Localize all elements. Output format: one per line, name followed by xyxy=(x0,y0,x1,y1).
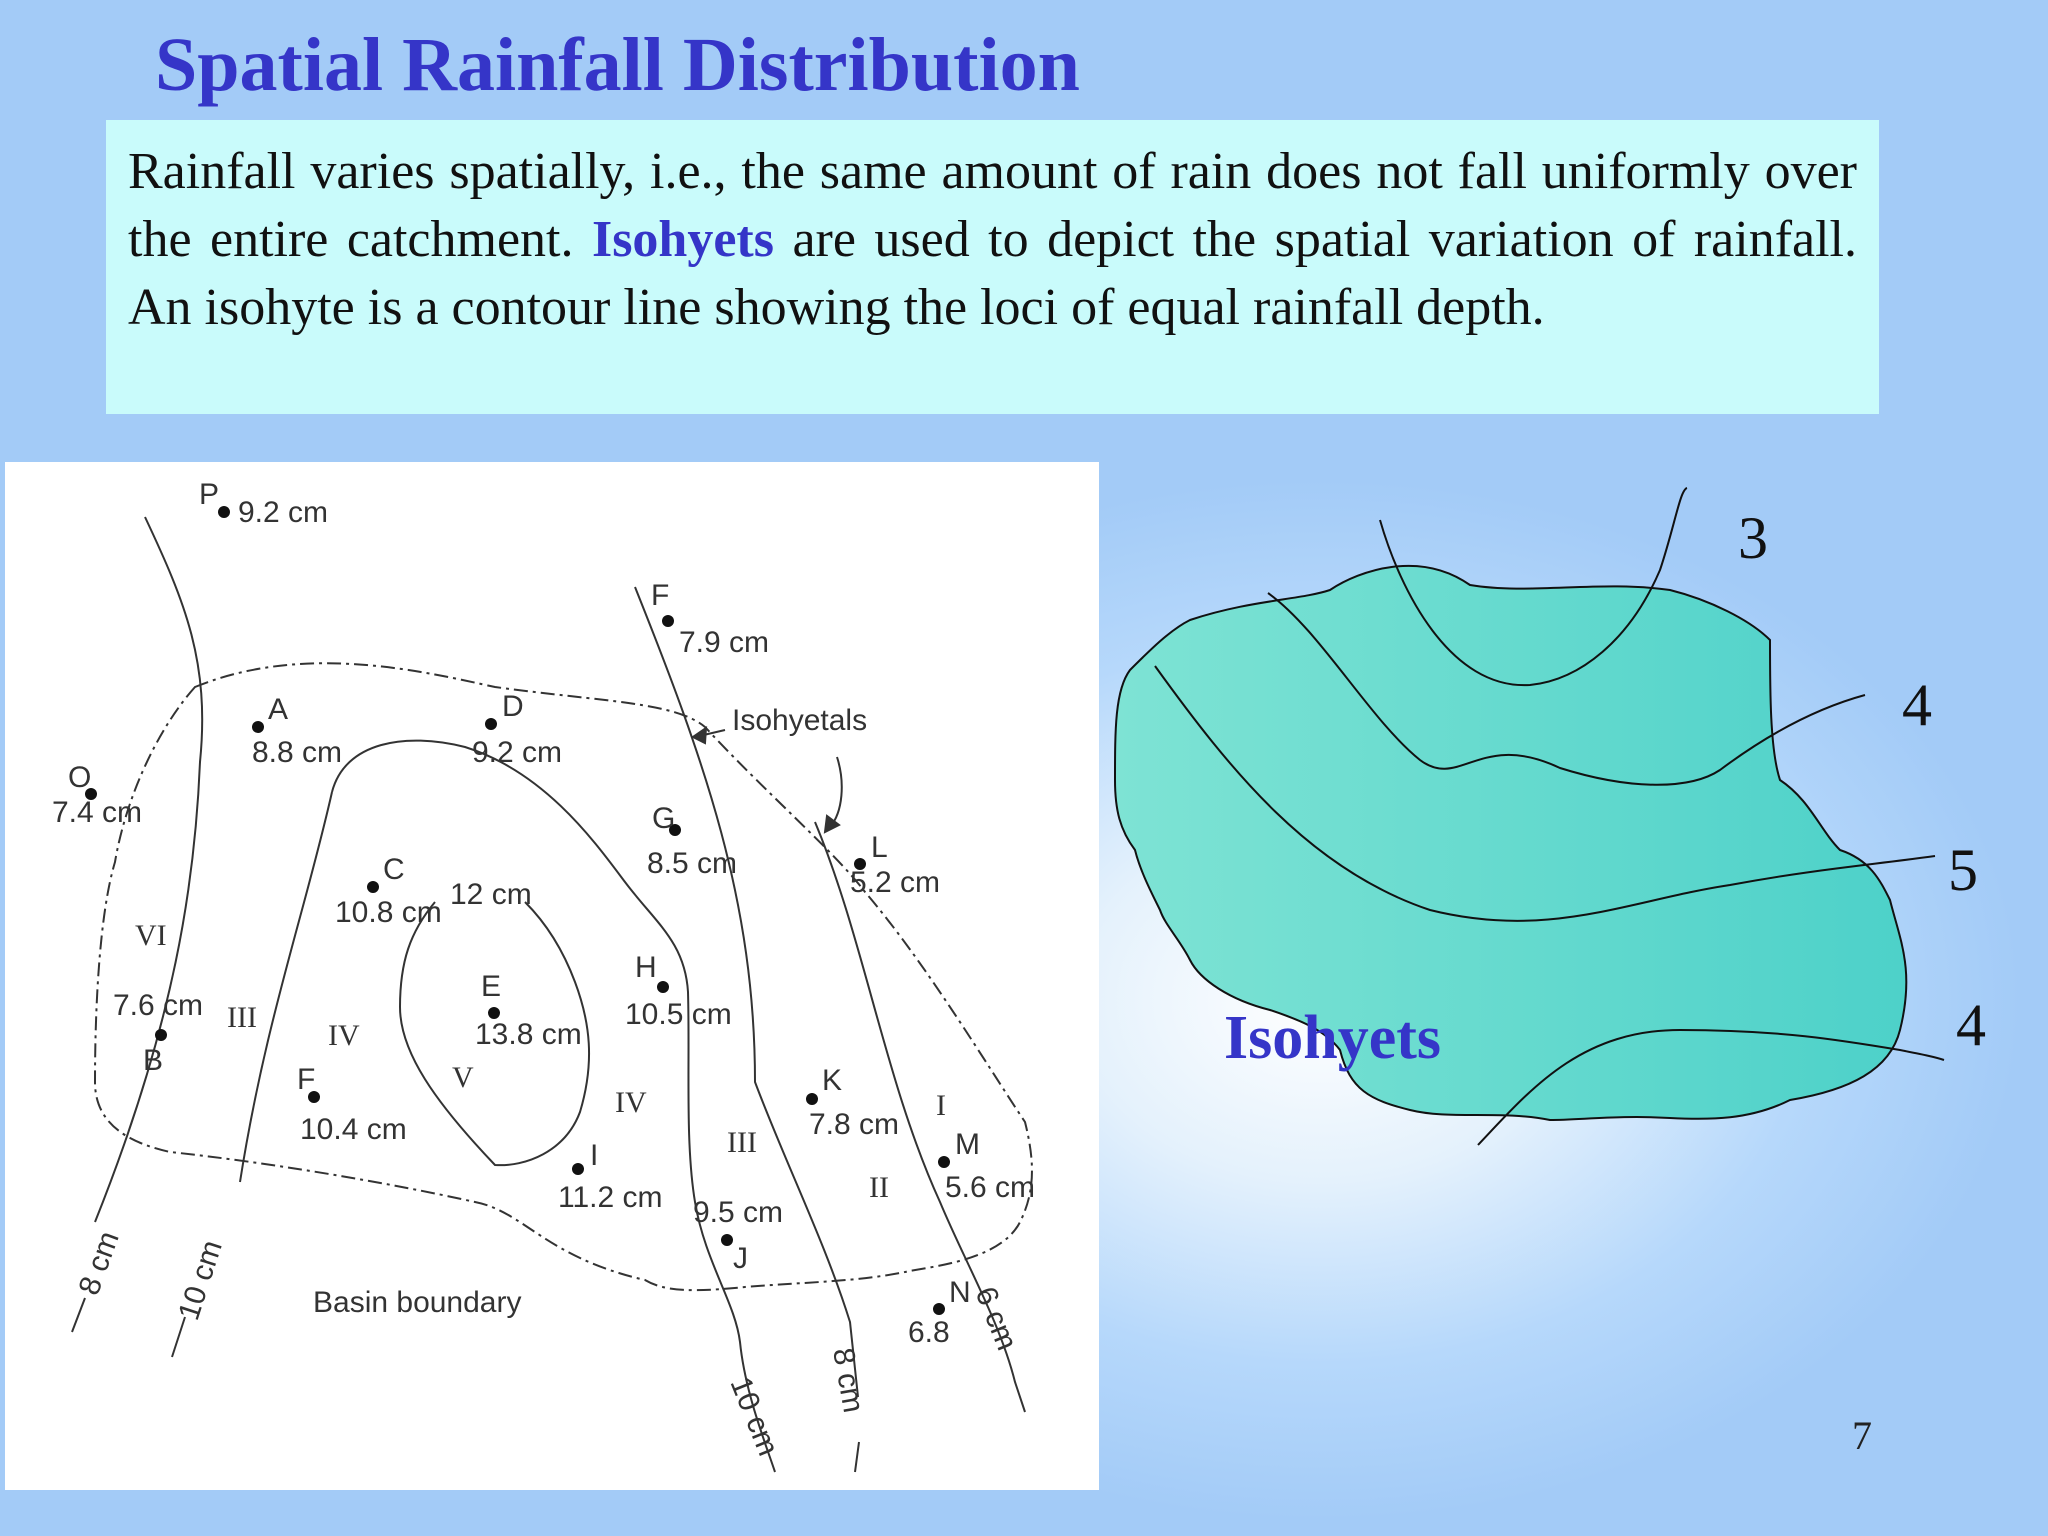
station-value-P: 9.2 cm xyxy=(238,496,329,529)
isohyet-label-10cm-left: 10 cm xyxy=(172,1236,229,1325)
station-value-E: 13.8 cm xyxy=(475,1018,582,1051)
isohyet-schematic-figure xyxy=(1110,470,2030,1200)
station-value-D: 9.2 cm xyxy=(472,736,563,769)
station-id-B: B xyxy=(143,1044,164,1077)
zone-V: V xyxy=(452,1061,474,1094)
slide-title: Spatial Rainfall Distribution xyxy=(155,23,1080,107)
station-id-A: A xyxy=(268,693,289,726)
station-id-H: H xyxy=(635,951,657,984)
station-dot-J xyxy=(721,1234,733,1246)
station-id-N: N xyxy=(949,1276,971,1309)
station-id-F-top: F xyxy=(651,579,670,612)
isohyet-8cm-left xyxy=(95,517,202,1222)
station-value-M: 5.6 cm xyxy=(945,1171,1036,1204)
intro-text-part1: Rainfall varies spatially, i.e., the same amount of rain does not fall uniformly over the entire catchment. xyxy=(128,143,1857,268)
station-value-L: 5.2 cm xyxy=(850,866,941,899)
station-dot-P xyxy=(218,506,230,518)
basin-boundary-label: Basin boundary xyxy=(313,1286,522,1319)
station-id-I: I xyxy=(590,1139,599,1172)
station-dot-K xyxy=(806,1093,818,1105)
zone-VI: VI xyxy=(135,919,167,952)
station-dot-D xyxy=(485,718,497,730)
station-dot-A xyxy=(252,721,264,733)
station-id-G: G xyxy=(652,802,676,835)
intro-keyword-isohyets: Isohyets xyxy=(591,211,774,268)
isohyet-label-8cm-right: 8 cm xyxy=(826,1345,870,1416)
station-value-K: 7.8 cm xyxy=(809,1108,900,1141)
station-dot-F-top xyxy=(662,615,674,627)
zone-IV-left: IV xyxy=(328,1019,360,1052)
zone-II: II xyxy=(869,1171,889,1204)
isohyet-label-8cm-left: 8 cm xyxy=(72,1227,126,1300)
page-number: 7 xyxy=(1852,1413,1872,1458)
station-value-F-bottom: 10.4 cm xyxy=(300,1113,407,1146)
station-id-M: M xyxy=(955,1128,980,1161)
station-value-C: 10.8 cm xyxy=(335,896,442,929)
station-value-O: 7.4 cm xyxy=(52,796,143,829)
station-dot-B xyxy=(155,1029,167,1041)
zone-III-right: III xyxy=(727,1126,757,1159)
isohyetals-arrow-2-head xyxy=(825,816,839,832)
isohyetal-map-figure xyxy=(5,462,1099,1490)
station-value-G: 8.5 cm xyxy=(647,847,738,880)
station-id-D: D xyxy=(502,690,524,723)
station-id-J: J xyxy=(733,1242,748,1275)
isohyetals-arrow-2 xyxy=(830,757,842,827)
station-id-C: C xyxy=(383,853,405,886)
isohyetals-arrow-1-head xyxy=(693,728,706,743)
zone-IV-right: IV xyxy=(615,1086,647,1119)
station-value-H: 10.5 cm xyxy=(625,998,732,1031)
contour-label-4-upper: 4 xyxy=(1902,672,1932,738)
isohyet-label-6cm: 6 cm xyxy=(968,1282,1024,1355)
isohyet-label-12cm: 12 cm xyxy=(450,878,532,911)
isohyet-8cm-left-tail xyxy=(72,1298,85,1332)
zone-III-left: III xyxy=(227,1001,257,1034)
intro-text-part2: are used to depict the spatial variation of rainfall. An isohyte is a contour line showing the loci of equal rainfall depth. xyxy=(128,211,1857,336)
station-dot-I xyxy=(572,1163,584,1175)
station-value-A: 8.8 cm xyxy=(252,736,343,769)
isohyets-caption: Isohyets xyxy=(1224,1004,1442,1072)
station-dot-C xyxy=(367,881,379,893)
station-value-J: 9.5 cm xyxy=(693,1196,784,1229)
station-id-F-bottom: F xyxy=(297,1063,316,1096)
station-dot-N xyxy=(933,1303,945,1315)
station-value-F-top: 7.9 cm xyxy=(679,626,770,659)
zone-labels xyxy=(135,919,946,1204)
isohyetals-label: Isohyetals xyxy=(732,704,868,737)
zone-I: I xyxy=(936,1089,946,1122)
contour-label-3: 3 xyxy=(1738,505,1768,571)
station-id-L: L xyxy=(871,831,888,864)
station-id-P: P xyxy=(199,478,220,511)
isohyet-10cm-left-tail xyxy=(172,1317,185,1357)
station-id-E: E xyxy=(481,970,502,1003)
contour-label-4-lower: 4 xyxy=(1956,992,1986,1058)
intro-text-box xyxy=(106,120,1879,414)
station-value-B: 7.6 cm xyxy=(113,989,204,1022)
station-dot-H xyxy=(657,981,669,993)
station-value-N: 6.8 xyxy=(908,1316,950,1349)
isohyet-labels xyxy=(73,878,1024,1460)
station-id-K: K xyxy=(822,1064,843,1097)
station-value-I: 11.2 cm xyxy=(558,1181,663,1214)
station-id-O: O xyxy=(68,761,92,794)
isohyet-label-10cm-right: 10 cm xyxy=(723,1372,785,1461)
contour-label-5: 5 xyxy=(1948,837,1978,903)
station-dot-M xyxy=(938,1156,950,1168)
station-labels xyxy=(52,478,1035,1349)
